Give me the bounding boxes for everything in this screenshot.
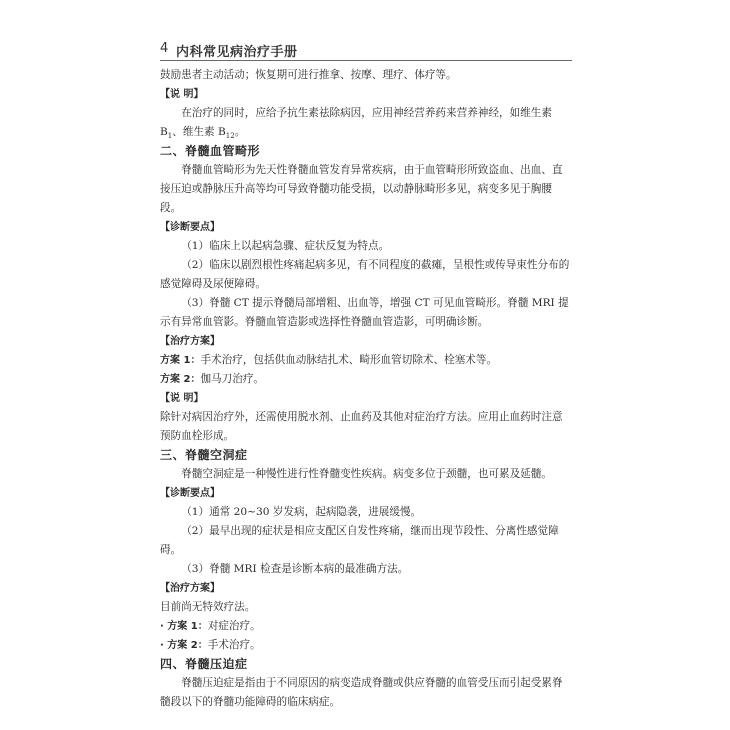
section-2-note-label: 【说 明】 — [160, 393, 204, 404]
section-2-plan-1 — [160, 351, 572, 370]
section-3-intro: 脊髓空洞症是一种慢性进行性脊髓变性疾病。病变多位于颈髓，也可累及延髓。 — [181, 468, 552, 480]
section-2-plan-1-name: 方案 1： — [160, 355, 201, 366]
section-3-plan-1-name: · 方案 1： — [160, 621, 208, 632]
section-3-plan-2-text: 手术治疗。 — [207, 639, 261, 651]
intro-note-text-3: 。 — [234, 126, 246, 138]
section-2-diagnosis-item: （3）脊髓 CT 提示脊髓局部增粗、出血等，增强 CT 可见血管畸形。脊髓 MRI 提示有异常血管影。脊髓血管造影或选择性脊髓血管造影，可明确诊断。 — [160, 297, 569, 328]
section-4-intro: 脊髓压迫症是指由于不同原因的病变造成脊髓或供应脊髓的血管受压而引起受累脊髓段以下的脊髓功能障碍的临床病症。 — [160, 677, 563, 708]
section-3-plan-1-text: 对症治疗。 — [207, 620, 261, 632]
section-3-diagnosis-item: （3）脊髓 MRI 检查是诊断本病的最准确方法。 — [181, 563, 409, 575]
intro-note-text-2: 、维生素 B — [172, 126, 226, 138]
section-4-heading: 四、脊髓压迫症 — [160, 657, 248, 671]
section-2-plan-label: 【治疗方案】 — [160, 336, 220, 347]
section-2-diagnosis-item: （1）临床上以起病急骤、症状反复为特点。 — [181, 240, 390, 252]
intro-note-text-1: 在治疗的同时，应给予抗生素祛除病因，应用神经营养药来营养神经，如维生素 B — [160, 107, 552, 138]
section-2-plan-2 — [160, 370, 572, 389]
section-3-plan-intro: 目前尚无特效疗法。 — [160, 601, 256, 613]
intro-note-label: 【说 明】 — [160, 89, 204, 100]
section-2-plan-1-text: 手术治疗，包括供血动脉结扎术、畸形血管切除术、栓塞术等。 — [200, 354, 498, 366]
section-2-intro: 脊髓血管畸形为先天性脊髓血管发育异常疾病，由于血管畸形所致盗血、出血、直接压迫或静脉压升高等均可导致脊髓功能受损，以动静脉畸形多见，病变多见于胸腰段。 — [160, 164, 563, 214]
section-2-diagnosis-label: 【诊断要点】 — [160, 222, 220, 233]
page-number: 4 — [160, 41, 169, 56]
section-3-heading: 三、脊髓空洞症 — [160, 448, 248, 462]
section-3-plan-1 — [160, 617, 572, 636]
section-3-diagnosis-item: （1）通常 20~30 岁发病，起病隐袭，进展缓慢。 — [181, 506, 422, 518]
section-2-note: 除针对病因治疗外，还需使用脱水剂、止血药及其他对症治疗方法。应用止血药时注意预防血栓形成。 — [160, 411, 563, 442]
section-2-plan-2-name: 方案 2： — [160, 374, 201, 385]
section-2-diagnosis-item: （2）临床以剧烈根性疼痛起病多见，有不同程度的截瘫，呈根性或传导束性分布的感觉障碍及尿便障碍。 — [160, 259, 570, 290]
section-3-plan-label: 【治疗方案】 — [160, 583, 220, 594]
section-2-heading: 二、脊髓血管畸形 — [160, 144, 261, 158]
intro-note-sub-1: 1 — [167, 132, 173, 141]
page-body — [160, 66, 572, 712]
book-title: 内科常见病治疗手册 — [176, 45, 298, 60]
section-3-diagnosis-item: （2）最早出现的症状是相应支配区自发性疼痛，继而出现节段性、分离性感觉障碍。 — [160, 525, 559, 556]
section-3-diagnosis-label: 【诊断要点】 — [160, 488, 220, 499]
intro-note — [160, 104, 572, 142]
section-3-plan-2 — [160, 636, 572, 655]
running-header — [160, 38, 572, 61]
section-2-plan-2-text: 伽马刀治疗。 — [200, 373, 265, 385]
intro-note-sub-2: 12 — [225, 132, 235, 141]
section-3-plan-2-name: · 方案 2： — [160, 640, 208, 651]
intro-line: 鼓励患者主动活动；恢复期可进行推拿、按摩、理疗、体疗等。 — [160, 69, 457, 81]
